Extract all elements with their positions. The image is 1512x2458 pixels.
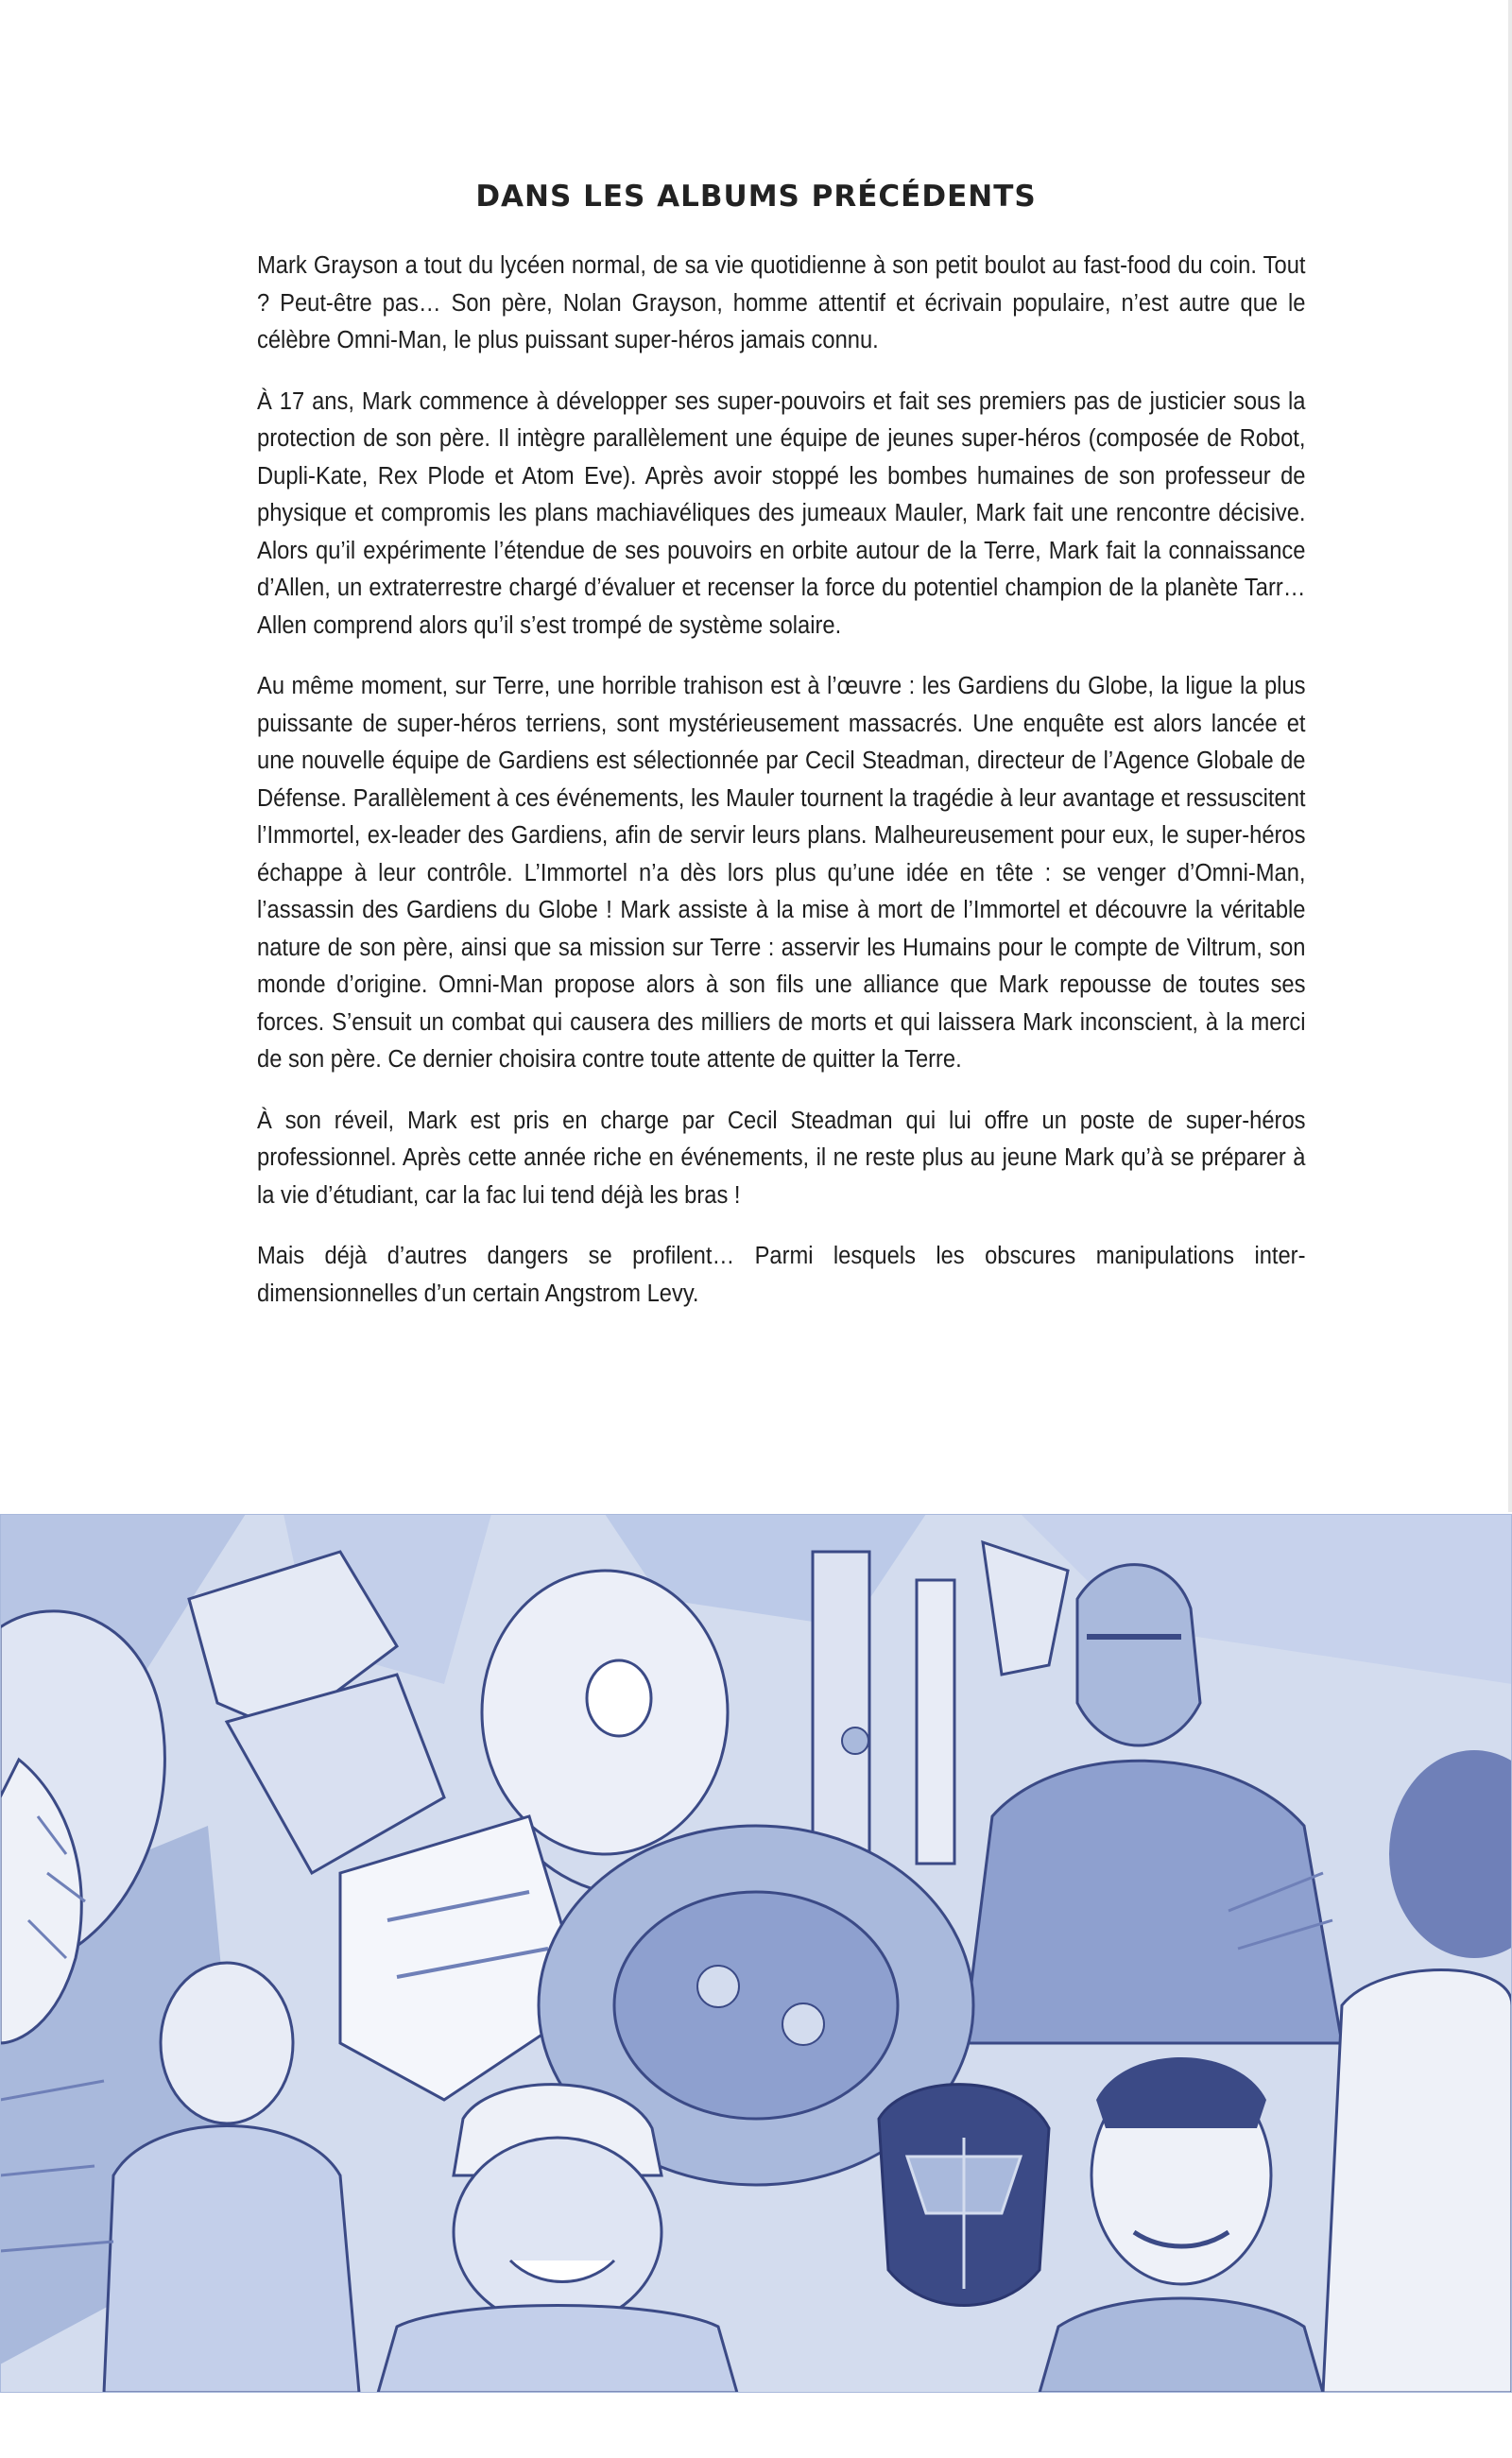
page-title: DANS LES ALBUMS PRÉCÉDENTS [475,180,1037,214]
comic-artwork-illustration [0,1514,1512,2393]
paragraph-awakening: À son réveil, Mark est pris en charge par Cecil Steadman qui lui offre un poste de super-héros professionnel. Après cette année riche en événements, il ne reste plus au jeune Mark qu’à se préparer à la vie d’étudiant, car la fac lui tend déjà les bras ! [257,1107,1306,1209]
summary-text [257,248,1306,1336]
page-edge-shadow [1508,0,1512,1512]
artwork-drawing [0,1514,1512,2393]
paragraph-guardians: Au même moment, sur Terre, une horrible trahison est à l’œuvre : les Gardiens du Globe, la ligue la plus puissante de super-héros terriens, sont mystérieusement massacrés. Une enquête est alors lancée et une nouvelle équipe de Gardiens est sélectionnée par Cecil Steadman, directeur de l’Agence Globale de Défense. Parallèlement à ces événements, les Mauler tournent la tragédie à leur avantage et ressuscitent l’Immortel, ex-leader des Gardiens, afin de servir leurs plans. Malheureusement pour eux, le super-héros échappe à leur contrôle. L’Immortel n’a dès lors plus qu’une idée en tête : se venger d’Omni-Man, l’assassin des Gardiens du Globe ! Mark assiste à la mise à mort de l’Immortel et découvre la véritable nature de son père, ainsi que sa mission sur Terre : asservir les Humains pour le compte de Viltrum, son monde d’origine. Omni-Man propose alors à son fils une alliance que Mark repousse de toutes ses forces. S’ensuit un combat qui causera des milliers de morts et qui laissera Mark inconscient, à la merci de son père. Ce dernier choisira contre toute attente de quitter la Terre. [257,673,1306,1073]
paragraph-dangers: Mais déjà d’autres dangers se profilent… Parmi lesquels les obscures manipulations inter-dimensionnelles d’un certain Angstrom Levy. [257,1243,1306,1307]
paragraph-powers: À 17 ans, Mark commence à développer ses super-pouvoirs et fait ses premiers pas de justicier sous la protection de son père. Il intègre parallèlement une équipe de jeunes super-héros (composée de Robot, Dupli-Kate, Rex Plode et Atom Eve). Après avoir stoppé les bombes humaines de son professeur de physique et compromis les plans machiavéliques des jumeaux Mauler, Mark fait une rencontre décisive. Alors qu’il expérimente l’étendue de ses pouvoirs en orbite autour de la Terre, Mark fait la connaissance d’Allen, un extraterrestre chargé d’évaluer et recenser la force du potentiel champion de la planète Tarr… Allen comprend alors qu’il s’est trompé de système solaire. [257,387,1306,639]
paragraph-intro: Mark Grayson a tout du lycéen normal, de sa vie quotidienne à son petit boulot au fast-food du coin. Tout ? Peut-être pas… Son père, Nolan Grayson, homme attentif et écrivain populaire, n’est autre que le célèbre Omni-Man, le plus puissant super-héros jamais connu. [257,252,1306,353]
